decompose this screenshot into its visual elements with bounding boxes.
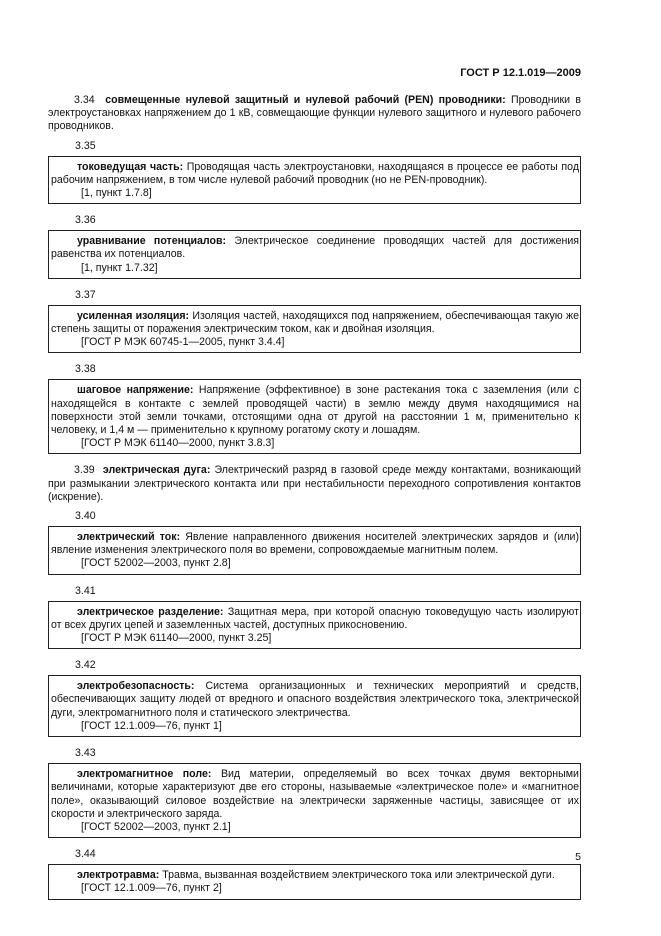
reference: [ГОСТ 52002—2003, пункт 2.8] xyxy=(81,557,231,570)
definition-box xyxy=(48,230,581,279)
term: усиленная изоляция: xyxy=(77,309,190,322)
entry-number: 3.44 xyxy=(75,848,96,861)
definition: Напряжение (эффективное) в зоне растекания тока с заземления (или с находящейся в контакте с землей проводящей части) в землю между двумя находящимися на поверхности этой земли точками, отстоящими одна от другой на расстоянии 1 м, применительно к человеку, и 1,4 м — применительно к крупному рогатому скоту и лошадям. xyxy=(51,384,579,437)
definition: Явление направленного движения носителей электрических зарядов и (или) явление изменения электрического поля во времени, сопровождаемые магнитным полем. xyxy=(51,531,579,557)
definition-box xyxy=(48,675,581,737)
reference: [ГОСТ Р МЭК 61140—2000, пункт 3.8.3] xyxy=(81,437,275,450)
page-number: 5 xyxy=(575,851,581,863)
entry-3-34 xyxy=(48,94,581,134)
definition-box xyxy=(48,156,581,205)
document-header: ГОСТ Р 12.1.019—2009 xyxy=(460,67,581,79)
definition: Электрический разряд в газовой среде между контактами, возникающий при размыкании электрического контакта или при нестабильности переходного сопротивления контактов (искрение). xyxy=(48,464,581,503)
definition: Вид материи, определяемый во всех точках двумя векторными величинами, которые характеризуют две его стороны, называемые «электрическое поле» и «магнитное поле», оказывающий силовое воздействие на электрически заряженные частицы, зависящее от их скорости и электрического заряда. xyxy=(51,768,579,820)
entry-number: 3.35 xyxy=(75,139,96,152)
definition-box xyxy=(48,763,581,838)
entry-number: 3.42 xyxy=(75,659,96,672)
term: электротравма: xyxy=(77,869,160,882)
definition: Проводники в электроустановках напряжением до 1 кВ, совмещающие функции нулевого защитного и нулевого рабочего проводников. xyxy=(48,94,582,133)
definition-box xyxy=(48,601,581,650)
entry-number: 3.34 xyxy=(74,94,95,106)
entry-number: 3.41 xyxy=(75,584,96,597)
entry-number: 3.38 xyxy=(75,363,96,376)
reference: [1, пункт 1.7.8] xyxy=(81,187,152,200)
definition: Проводящая часть электроустановки, находящаяся в процессе ее работы под рабочим напряжением, в том числе нулевой рабочий проводник (но не PEN-проводник). xyxy=(51,160,580,186)
term: токоведущая часть: xyxy=(77,160,184,173)
reference: [1, пункт 1.7.32] xyxy=(81,261,158,274)
inline-definition xyxy=(48,94,581,134)
definition: Изоляция частей, находящихся под напряжением, обеспечивающая такую же степень защиты от поражения электрическим током, как и двойная изоляция. xyxy=(51,309,579,336)
definition: Травма, вызванная воздействием электрического тока или электрической дуги. xyxy=(162,869,555,882)
definition-box xyxy=(48,864,581,899)
entry-3-39 xyxy=(48,464,581,504)
term: уравнивание потенциалов: xyxy=(77,235,227,248)
reference: [ГОСТ Р МЭК 60745-1—2005, пункт 3.4.4] xyxy=(81,336,285,349)
definition-box xyxy=(48,305,581,354)
definition-box xyxy=(48,379,581,454)
term: электрический ток: xyxy=(77,531,181,544)
term: электрическая дуга: xyxy=(102,464,211,477)
reference: [ГОСТ 52002—2003, пункт 2.1] xyxy=(81,820,231,833)
reference: [ГОСТ 12.1.009—76, пункт 2] xyxy=(81,882,222,895)
reference: [ГОСТ 12.1.009—76, пункт 1] xyxy=(81,719,222,732)
term: электробезопасность: xyxy=(77,680,195,693)
definition: Защитная мера, при которой опасную токоведущую часть изолируют от всех других цепей и заземленных частей, доступных прикосновению. xyxy=(51,605,579,631)
entry-number: 3.43 xyxy=(75,747,96,760)
entry-number: 3.40 xyxy=(75,510,96,523)
reference: [ГОСТ Р МЭК 61140—2000, пункт 3.25] xyxy=(81,632,272,645)
document-body xyxy=(48,94,581,910)
term: электрическое разделение: xyxy=(77,605,224,618)
entry-number: 3.39 xyxy=(74,464,95,477)
term: шаговое напряжение: xyxy=(77,384,194,397)
term: электромагнитное поле: xyxy=(77,768,212,781)
definition-box xyxy=(48,526,581,575)
definition: Система организационных и технических мероприятий и средств, обеспечивающих защиту людей от вредного и опасного воздействия электрического тока, электрической дуги, электромагнитного поля и статического электричества. xyxy=(51,680,579,719)
entry-number: 3.37 xyxy=(75,288,96,301)
definition: Электрическое соединение проводящих частей для достижения равенства их потенциалов. xyxy=(51,235,579,261)
inline-definition xyxy=(48,464,581,504)
entry-number: 3.36 xyxy=(75,214,96,227)
term: совмещенные нулевой защитный и нулевой рабочий (PEN) проводники: xyxy=(105,94,506,106)
